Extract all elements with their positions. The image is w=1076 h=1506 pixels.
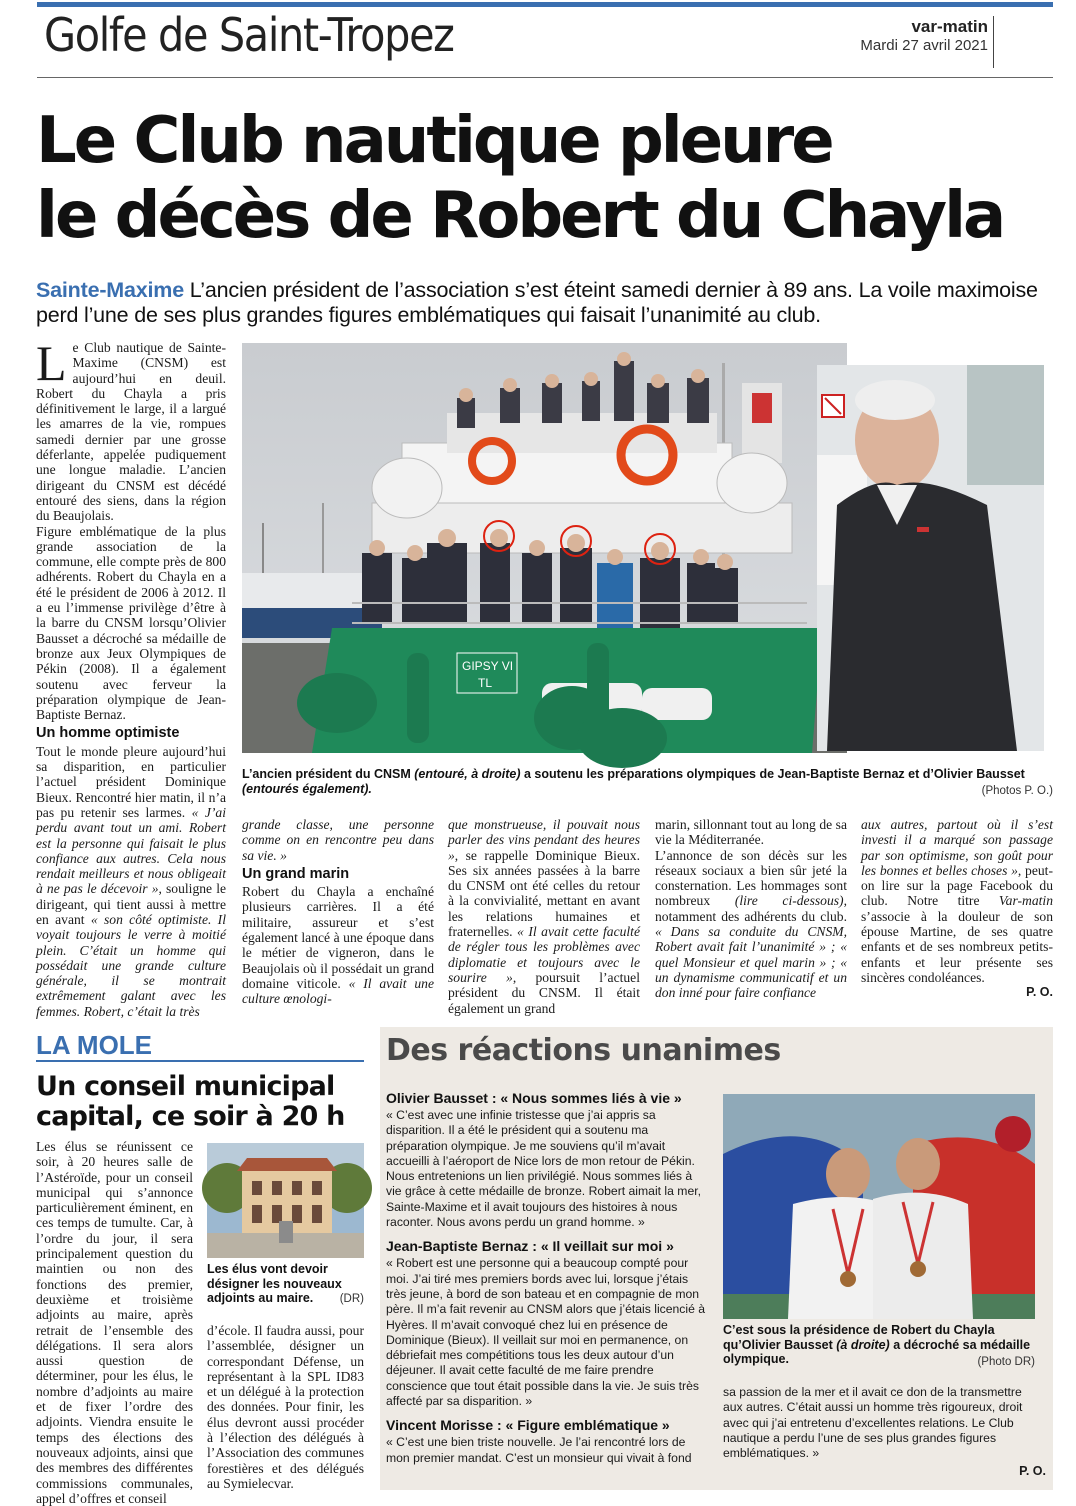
col1-para-3a: Tout le monde pleure aujourd’hui sa disparition, en particulier l’actuel président Dominique Bieux. Rencontré hier matin, il n’a pas pu retenir ses larmes. xyxy=(36,743,226,820)
reactions-column xyxy=(386,1082,708,1466)
town-hall-credit: (DR) xyxy=(339,1293,364,1305)
boat-name: GIPSY VI xyxy=(462,659,514,673)
article-column-4 xyxy=(655,817,847,1001)
col2-quote-2: « Il avait une culture œnologi- xyxy=(242,975,434,1007)
olympic-caption-b: a décroché sa médaille olympique. xyxy=(723,1337,1031,1366)
col2-text: Robert du Chayla a enchaîné plusieurs carrières. Il a été militaire, assureur et s’est également lancé à une époque dans le métier de vigneron, dans le Beaujolais où il possédait un grand domaine viticole. xyxy=(242,884,434,991)
la-mole-text-2: d’école. Il faudra aussi, pour l’assemblée, désigner un correspondant Défense, un représentant à la SPL ID83 et un délégué à la protection des données. Pour finir, les élus devront aussi procéder à l’élection des délégués à l’Association des communes forestières et des délégués au Symielecvar. xyxy=(207,1323,364,1491)
section-title: Golfe de Saint-Tropez xyxy=(44,8,454,62)
col1-para-2: Figure emblématique de la plus grande association de la commune, elle compte près de 800 adhérents. Robert du Chayla en a été le président de 2006 à 2012. Il a eu l’immense privilège d’être à la barre du CNSM lorsqu’Olivier Bausset a décroché sa médaille de bronze aux Jeux Olympiques de Pékin (2008). Il a également soutenu avec ferveur la préparation olympique de Jean-Baptiste Bernaz. xyxy=(36,523,226,723)
col1-para-3b: , souligne le dirigeant, qui tient aussi à mettre en avant xyxy=(36,881,227,927)
headline-line-1: Le Club nautique pleure xyxy=(36,104,832,178)
la-mole-text-1: Les élus se réunissent ce soir, à 20 heures salle de l’Astéroïde, pour un conseil municipal qui s’annonce particulièrement éminent, en ces temps de tumulte. Car, à l’ordre du jour, il sera principalement question du maintien ou non des fonctions des premier, deuxième et troisième adjoints au maire, après retrait de l’ensemble des délégations. Il sera alors aussi question de déterminer, pour les élus, le nombre d’adjoints au maire et de fixer l’ordre des adjoints. Viendra ensuite le temps des élections des nouveaux adjoints, ainsi que des membres des différentes commissions communales, appel d’offres et conseil xyxy=(36,1139,193,1506)
caption-part-a: L’ancien président du CNSM xyxy=(242,767,415,781)
drop-cap: L xyxy=(36,335,67,391)
la-mole-column-2 xyxy=(207,1323,364,1491)
reaction-2-text: « Robert est une personne qui a beaucoup compté pour moi. J’ai tiré mes premiers bords avec lui, lorsque j’étais très jeune, à bord de son bateau et en compagnie de mon père. Il m’a fait revenir au CNSM alors que j’étais licencié à Hyères. Il m’avait convoqué chez lui en présence de Dominique (Bieux). Il veillait sur moi en permanence, on débriefait mes compétitions tous les deux autour d’un déjeuner. Il avait cette faculté de me faire prendre conscience que tout était possible dans la vie. Je suis très affecté par sa disparition. » xyxy=(386,1256,706,1409)
town-hall-caption-text: Les élus vont devoir désigner les nouveaux adjoints au maire. xyxy=(207,1262,342,1305)
olympic-caption-a: C’est sous la présidence de Robert du Chayla qu’Olivier Bausset xyxy=(723,1323,995,1352)
col4-quote: « Dans sa conduite du CNSM, Robert avait fait l’unanimité » ; « quel Monsieur et quel marin » ; « un dynamisme communicatif et un don inné pour faire confiance xyxy=(655,924,847,1001)
caption-italic-1: (entouré, à droite) xyxy=(414,767,521,781)
town-hall-photo xyxy=(207,1143,364,1258)
article-signature: P. O. xyxy=(1026,985,1053,999)
caption-part-b: a soutenu les préparations olympiques de Jean-Baptiste Bernaz et d’Olivier Bausset xyxy=(520,767,1025,781)
article-column-2 xyxy=(242,817,434,1007)
reaction-3-text: « C’est une bien triste nouvelle. Je l’ai rencontré lors de mon premier mandat. C’est un monsieur qui vivait à fond xyxy=(386,1435,692,1465)
lede-place: Sainte-Maxime xyxy=(36,278,184,302)
caption-italic-2: (entourés également). xyxy=(242,781,372,796)
col5-text-a: , peut-on lire sur la page Facebook du club. Notre titre xyxy=(861,862,1053,909)
olympic-photo-credit: (Photo DR) xyxy=(977,1356,1035,1368)
reaction-1-text: « C’est avec une infinie tristesse que j’ai appris sa disparition. Il a été le président qui a soutenu ma préparation olympique. Je me souviens qu’il m’avait accueilli à l’aéroport de Nice lors de mon retour de Pékin. Nous entretenions un lien privilégié. Nous sommes liés à vie grâce à cette médaille de bronze. Robert aimait la mer, Sainte-Maxime et il avait toujours des histoires à nous raconter. Nous avons perdu un grand homme. » xyxy=(386,1108,701,1230)
la-mole-title: Un conseil municipal capital, ce soir à 20 h xyxy=(36,1071,345,1133)
reaction-2-name: Jean-Baptiste Bernaz : « Il veillait sur moi » xyxy=(386,1238,674,1255)
masthead-divider xyxy=(993,16,994,68)
col1-para-1: e Club nautique de Sainte-Maxime (CNSM) est aujourd’hui en deuil. Robert du Chayla a pris définitivement le large, il a largué les amarres de la vie, rompues samedi dernier par une grosse déferlante, appelée pudiquement une longue maladie. L’ancien dirigeant du CNSM est décédé entouré des siens, dans la région du Beaujolais. xyxy=(36,340,226,524)
headline-line-2: le décès de Robert du Chayla xyxy=(36,178,1004,253)
col5-quote: aux autres, partout où il s’est investi il a marqué son passage par son optimisme, son goût pour les bonnes et belles choses » xyxy=(861,817,1053,878)
masthead-rule xyxy=(37,77,1053,78)
subhead-optimiste: Un homme optimiste xyxy=(36,725,180,742)
lede-text: L’ancien président de l’association s’est éteint samedi dernier à 89 ans. La voile maximoise perd l’une de ses plus grandes figures emblématiques qui faisait l’unanimité au club. xyxy=(36,278,1038,328)
boat-photo xyxy=(242,343,847,753)
reaction-3-continued: sa passion de la mer et il avait ce don de la transmettre aux autres. C’était aussi un homme très rigoureux, droit avec qui j’ai entretenu d’excellentes relations. Le Club nautique a perdu l’une de ses plus grandes figures emblématiques. » xyxy=(723,1385,1023,1461)
reactions-signature: P. O. xyxy=(1019,1464,1046,1478)
col4-text-c: , notamment des adhérents du club. xyxy=(655,893,847,924)
la-mole-kicker: LA MOLE xyxy=(36,1030,153,1060)
headline xyxy=(36,104,1003,254)
col1-quote-1: « J’ai perdu avant tout un ami. Robert est la personne qui faisait le plus confiance aux autres. Cela nous rendait meilleurs et nous obligeait à ne pas le décevoir » xyxy=(36,804,226,897)
article-column-3 xyxy=(448,817,640,1016)
olympic-caption-italic: (à droite) xyxy=(836,1337,890,1352)
article-column-1 xyxy=(36,335,227,1019)
portrait-photo xyxy=(817,365,1044,751)
boat-registration: TL xyxy=(478,676,493,690)
col3-quote-2: « Il avait cette faculté de régler tous les problèmes avec diplomatie et toujours avec le sourire » xyxy=(448,924,640,985)
top-accent-bar xyxy=(37,2,1053,7)
la-mole-column-1 xyxy=(36,1139,193,1506)
col4-italic: (lire ci-dessous) xyxy=(734,893,844,909)
issue-date: Mardi 27 avril 2021 xyxy=(860,37,988,54)
olympic-medal-photo xyxy=(723,1094,1035,1319)
main-photo-credit: (Photos P. O.) xyxy=(981,785,1053,797)
reactions-title: Des réactions unanimes xyxy=(386,1033,781,1068)
col1-quote-2: « son côté optimiste. Il voyait toujours le verre à moitié plein. C’était un homme qui possédait une grande culture générale, il se montrait extrêmement galant avec les femmes. Robert, c’était la très xyxy=(36,911,226,1019)
col3-quote: que monstrueuse, il pouvait nous parler des vins pendant des heures » xyxy=(448,817,640,863)
col5-paper-title: Var-matin xyxy=(998,893,1053,909)
article-column-5 xyxy=(861,817,1053,985)
col4-text-b: L’annonce de son décès sur les réseaux sociaux a bien sûr jeté la consternation. Les hommages sont nombreux xyxy=(655,847,847,909)
la-mole-rule xyxy=(36,1060,364,1062)
lede xyxy=(36,278,1054,329)
col3-text-a: , se rappelle Dominique Bieux. Ses six années passées à la barre du CNSM ont été celles du retour à la convivialité, mettant en avant les relations humaines et fraternelles. xyxy=(448,847,640,940)
paper-name: var-matin xyxy=(911,17,988,36)
reaction-1-name: Olivier Bausset : « Nous sommes liés à vie » xyxy=(386,1090,682,1106)
subhead-grand-marin: Un grand marin xyxy=(242,865,350,882)
col3-text-b: , poursuit l’actuel président du CNSM. Il était également un grand xyxy=(448,969,640,1016)
col2-quote: grande classe, une personne comme on en rencontre peu dans sa vie. » xyxy=(242,817,434,863)
col4-text-a: marin, sillonnant tout au long de sa vie la Méditerranée. xyxy=(655,817,847,848)
reaction-3-name: Vincent Morisse : « Figure emblématique » xyxy=(386,1417,670,1434)
col5-text-b: s’associe à la douleur de son épouse Martine, de ses quatre enfants et de ses nombreux petits-enfants et leur présente ses sincères condoléances. xyxy=(861,908,1053,985)
